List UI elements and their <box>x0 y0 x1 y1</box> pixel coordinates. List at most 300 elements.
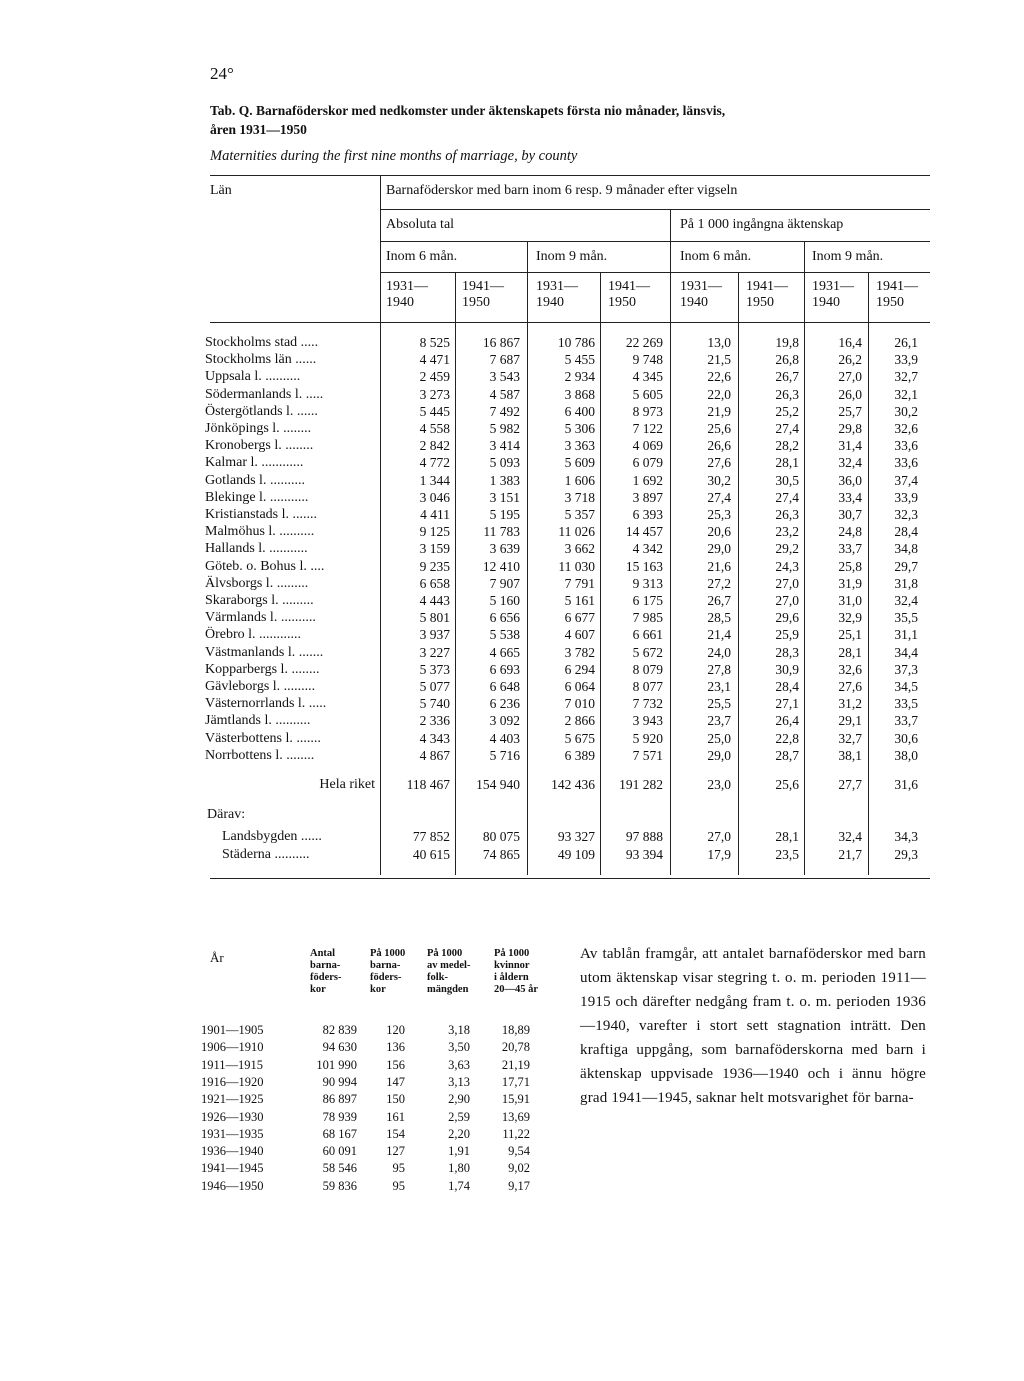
small-row-value: 147 <box>386 1074 405 1089</box>
county-row-value: 3 159 <box>419 541 450 557</box>
small-row-period: 1946—1950 <box>201 1178 264 1193</box>
small-row-value: 1,80 <box>448 1161 470 1176</box>
county-row-value: 29,7 <box>894 558 918 574</box>
county-row-value: 6 648 <box>489 679 520 694</box>
county-row-value: 29,1 <box>838 713 862 729</box>
county-row-value: 4 069 <box>632 438 663 454</box>
county-row-value: 31,2 <box>838 696 862 712</box>
county-row-value: 33,9 <box>894 352 918 368</box>
county-row-label: Jönköpings l. ........ <box>205 421 312 436</box>
col-divider <box>868 272 869 875</box>
small-header-c3: mängden <box>427 984 469 995</box>
small-header-c4: i åldern <box>494 972 529 983</box>
county-row-value: 30,9 <box>775 661 799 677</box>
small-header-c2: föders- <box>370 972 402 983</box>
county-row-value: 6 294 <box>564 661 595 677</box>
county-row-value: 15 163 <box>625 558 663 574</box>
county-row-value: 31,4 <box>838 438 862 454</box>
year-header: 1941— 1950 <box>876 279 918 310</box>
county-row-value: 3 639 <box>489 541 520 557</box>
county-row-value: 22,6 <box>707 369 731 385</box>
sub-row-value: 49 109 <box>557 847 595 862</box>
county-row-label: Uppsala l. .......... <box>205 369 301 385</box>
county-row-label: Kristianstads l. ....... <box>205 507 317 522</box>
county-row-value: 6 175 <box>632 593 663 608</box>
county-row-label: Kopparbergs l. ........ <box>205 661 320 677</box>
county-row-value: 6 677 <box>564 610 595 626</box>
county-row-value: 3 092 <box>489 713 520 729</box>
county-row-value: 25,5 <box>707 696 731 712</box>
county-row-value: 37,4 <box>894 472 918 488</box>
county-row-value: 25,8 <box>838 558 862 574</box>
table-title-years: åren 1931—1950 <box>210 122 307 137</box>
county-row-label: Skaraborgs l. ......... <box>205 593 314 608</box>
small-row-value: 3,18 <box>448 1023 470 1037</box>
header-inom6-rate: Inom 6 mån. <box>680 249 752 264</box>
small-header-c3: På 1000 <box>427 948 463 959</box>
county-row-value: 27,8 <box>707 661 731 677</box>
small-header-c1: kor <box>310 984 326 995</box>
county-row-value: 3 718 <box>564 489 595 505</box>
county-row-value: 4 443 <box>419 593 450 608</box>
county-row-value: 4 558 <box>419 421 450 436</box>
county-row-value: 5 716 <box>489 747 520 763</box>
small-header-c2: barna- <box>370 960 401 971</box>
total-row-value: 27,7 <box>838 777 862 792</box>
table-bottom-rule <box>210 878 930 879</box>
small-header-ar: År <box>210 950 224 965</box>
county-row-label: Västmanlands l. ....... <box>205 644 324 660</box>
year-header: 1931— 1940 <box>536 279 578 310</box>
header-absolute: Absoluta tal <box>386 217 455 232</box>
county-row-value: 11 783 <box>483 524 520 540</box>
year-header: 1941— 1950 <box>462 279 504 310</box>
county-row-value: 6 389 <box>564 747 595 763</box>
table-subtitle-english: Maternities during the first nine months of marriage, by county <box>210 148 578 164</box>
small-row-value: 78 939 <box>322 1109 357 1124</box>
county-row-value: 4 665 <box>489 644 520 660</box>
county-row-value: 26,7 <box>707 593 731 608</box>
small-row-value: 21,19 <box>501 1057 530 1072</box>
county-row-value: 33,6 <box>894 455 918 471</box>
county-row-value: 8 525 <box>419 335 450 350</box>
county-row-value: 11 030 <box>558 558 595 574</box>
small-row-value: 95 <box>392 1161 405 1176</box>
small-row-period: 1906—1910 <box>201 1040 264 1055</box>
small-row-value: 15,91 <box>501 1092 530 1107</box>
sub-row-value: 29,3 <box>894 847 918 862</box>
county-row-value: 27,4 <box>707 489 731 505</box>
county-row-value: 4 772 <box>419 455 450 471</box>
county-row-value: 24,3 <box>775 558 799 574</box>
body-paragraph: Av tablån framgår, att antalet barnaföderskor med barn utom äktenskap visar stegring t. o. m. perioden 1911—1915 och därefter nedgång fram t. o. m. perioden 1936—1940, varefter i stort sett stagnation inträtt. Den kraftiga uppgång, som barnaföderskorna med barn i äktenskap uppvisade 1936—1940 och i ännu högre grad 1941—1945, saknar helt motsvarighet för barna- <box>580 946 926 1106</box>
county-row-label: Stockholms län ...... <box>205 352 317 368</box>
county-row-value: 3 046 <box>419 489 450 505</box>
sub-row-value: 21,7 <box>838 847 862 862</box>
county-row-value: 2 336 <box>419 713 450 729</box>
small-row-value: 68 167 <box>322 1126 357 1141</box>
county-row-value: 10 786 <box>557 335 595 350</box>
county-row-value: 33,6 <box>894 438 918 454</box>
county-row-value: 4 411 <box>420 507 450 522</box>
small-header-c3: av medel- <box>427 960 471 971</box>
county-row-value: 23,1 <box>707 679 731 694</box>
county-row-value: 33,7 <box>838 541 862 557</box>
col-divider <box>455 272 456 875</box>
county-row-value: 6 236 <box>489 696 520 712</box>
county-row-value: 35,5 <box>894 610 918 626</box>
small-row-value: 11,22 <box>502 1126 530 1141</box>
county-row-value: 28,3 <box>775 644 799 660</box>
county-row-value: 2 459 <box>419 369 450 385</box>
small-row-value: 101 990 <box>316 1057 357 1072</box>
county-row-value: 14 457 <box>625 524 663 540</box>
county-row-value: 5 605 <box>632 386 663 402</box>
small-row-value: 82 839 <box>322 1023 357 1037</box>
county-row-value: 27,2 <box>707 575 731 591</box>
county-row-label: Gävleborgs l. ......... <box>205 679 316 694</box>
county-row-value: 21,5 <box>707 352 731 368</box>
county-row-value: 1 692 <box>632 472 663 488</box>
county-row-value: 3 414 <box>489 438 520 454</box>
sub-row-value: 93 327 <box>557 829 595 844</box>
county-row-value: 22,0 <box>707 386 731 402</box>
small-row-value: 95 <box>392 1178 405 1193</box>
county-row-value: 2 934 <box>564 369 595 385</box>
county-row-label: Gotlands l. .......... <box>205 472 305 488</box>
total-row-label: Hela riket <box>319 777 375 792</box>
county-row-value: 32,6 <box>838 661 862 677</box>
sub-row-value: 34,3 <box>894 829 918 844</box>
page-number: 24° <box>210 64 234 83</box>
county-row-value: 3 273 <box>419 386 450 402</box>
county-row-value: 33,9 <box>894 489 918 505</box>
county-row-label: Göteb. o. Bohus l. .... <box>205 558 325 574</box>
small-row-value: 9,17 <box>508 1178 530 1193</box>
header-inom9: Inom 9 mån. <box>536 249 608 264</box>
county-row-value: 2 842 <box>419 438 450 454</box>
county-row-value: 23,7 <box>707 713 731 729</box>
county-row-value: 28,5 <box>707 610 731 626</box>
county-row-value: 7 907 <box>489 575 520 591</box>
county-row-value: 25,3 <box>707 507 731 522</box>
darav-label: Därav: <box>207 807 246 822</box>
county-row-value: 6 656 <box>489 610 520 626</box>
county-row-value: 5 982 <box>489 421 520 436</box>
county-row-value: 27,4 <box>775 489 799 505</box>
county-row-value: 34,8 <box>894 541 918 557</box>
sub-row-value: 32,4 <box>838 829 862 844</box>
year-header: 1941— 1950 <box>746 279 788 310</box>
col-divider <box>804 241 805 875</box>
county-row-value: 25,1 <box>838 627 862 643</box>
header-rule-1 <box>380 209 930 210</box>
county-row-value: 5 801 <box>419 610 450 626</box>
county-row-value: 5 740 <box>419 696 450 712</box>
county-row-value: 9 125 <box>419 524 450 540</box>
header-inom6: Inom 6 mån. <box>386 249 458 264</box>
county-row-value: 25,7 <box>838 403 862 419</box>
col-divider <box>600 272 601 875</box>
total-row-value: 118 467 <box>406 777 450 792</box>
county-row-value: 8 079 <box>632 661 663 677</box>
county-row-value: 4 471 <box>419 352 450 368</box>
county-row-value: 3 868 <box>564 386 595 402</box>
sub-row-value: 27,0 <box>707 829 731 844</box>
county-row-value: 24,0 <box>707 644 731 660</box>
year-header: 1931— 1940 <box>680 279 722 310</box>
county-row-value: 12 410 <box>482 558 520 574</box>
year-header: 1931— 1940 <box>812 279 854 310</box>
county-row-value: 1 383 <box>489 472 520 488</box>
county-row-value: 30,5 <box>775 472 799 488</box>
county-row-value: 34,4 <box>894 644 918 660</box>
county-row-label: Västernorrlands l. ..... <box>205 696 327 712</box>
county-row-value: 25,6 <box>707 421 731 436</box>
county-row-value: 5 675 <box>564 730 595 746</box>
county-row-value: 4 867 <box>419 747 450 763</box>
county-row-value: 26,7 <box>775 369 799 385</box>
county-row-label: Älvsborgs l. ......... <box>205 575 309 591</box>
county-row-value: 32,9 <box>838 610 862 626</box>
sub-row-value: 28,1 <box>775 829 799 844</box>
county-row-label: Stockholms stad ..... <box>205 335 319 350</box>
county-row-value: 1 344 <box>419 472 450 488</box>
county-row-value: 32,7 <box>894 369 918 385</box>
header-rule-2 <box>380 241 930 242</box>
county-row-value: 6 693 <box>489 661 520 677</box>
county-row-value: 38,1 <box>838 747 862 763</box>
county-row-value: 26,3 <box>775 386 799 402</box>
county-row-value: 20,6 <box>707 524 731 540</box>
county-row-value: 32,4 <box>838 455 862 471</box>
total-row-value: 154 940 <box>476 777 520 792</box>
county-row-value: 28,4 <box>894 524 918 540</box>
county-row-value: 7 791 <box>564 575 595 591</box>
col-divider <box>738 272 739 875</box>
small-row-period: 1936—1940 <box>201 1144 264 1159</box>
county-row-value: 22 269 <box>625 335 663 350</box>
small-row-value: 127 <box>386 1144 405 1159</box>
county-row-value: 5 455 <box>564 352 595 368</box>
small-row-value: 154 <box>386 1126 405 1141</box>
small-row-value: 17,71 <box>501 1074 530 1089</box>
county-row-value: 7 985 <box>632 610 663 626</box>
county-row-value: 4 345 <box>632 369 663 385</box>
header-main: Barnaföderskor med barn inom 6 resp. 9 månader efter vigseln <box>386 183 738 198</box>
small-row-value: 60 091 <box>322 1144 357 1159</box>
year-header: 1941— 1950 <box>608 279 650 310</box>
county-row-value: 7 571 <box>632 747 663 763</box>
small-header-c1: Antal <box>310 948 336 959</box>
county-row-value: 24,8 <box>838 524 862 540</box>
small-row-period: 1931—1935 <box>201 1126 264 1141</box>
table-top-rule <box>210 175 930 176</box>
county-row-value: 32,3 <box>894 507 918 522</box>
county-row-value: 5 609 <box>564 455 595 471</box>
county-row-value: 27,6 <box>838 679 862 694</box>
small-header-c4: 20—45 år <box>494 984 539 995</box>
small-row-value: 2,59 <box>448 1109 470 1124</box>
county-row-value: 32,7 <box>838 730 862 746</box>
total-row-value: 31,6 <box>894 777 918 792</box>
county-row-value: 27,0 <box>775 575 799 591</box>
county-row-value: 5 373 <box>419 661 450 677</box>
county-row-value: 32,6 <box>894 421 918 436</box>
county-row-value: 5 160 <box>489 593 520 608</box>
county-row-value: 28,7 <box>775 747 799 763</box>
small-row-value: 3,13 <box>448 1074 470 1089</box>
small-row-value: 13,69 <box>501 1109 530 1124</box>
small-row-value: 59 836 <box>322 1178 357 1193</box>
small-row-value: 136 <box>386 1040 405 1055</box>
county-row-value: 38,0 <box>894 747 918 763</box>
county-row-value: 28,2 <box>775 438 799 454</box>
county-row-label: Kalmar l. ............ <box>205 455 304 471</box>
county-row-value: 16,4 <box>838 335 862 350</box>
county-row-value: 3 543 <box>489 369 520 385</box>
county-row-value: 27,1 <box>775 696 799 712</box>
col-divider <box>527 241 528 875</box>
county-row-value: 29,0 <box>707 541 731 557</box>
county-row-value: 3 937 <box>419 627 450 643</box>
county-row-value: 6 661 <box>632 627 663 643</box>
county-row-value: 3 662 <box>564 541 595 557</box>
county-row-value: 27,0 <box>775 593 799 608</box>
county-row-label: Malmöhus l. .......... <box>205 524 315 540</box>
county-row-value: 30,7 <box>838 507 862 522</box>
small-header-c1: föders- <box>310 972 342 983</box>
small-row-value: 120 <box>386 1023 405 1037</box>
small-header-c4: kvinnor <box>494 960 530 971</box>
county-row-value: 34,5 <box>894 679 918 694</box>
small-row-value: 2,90 <box>448 1092 470 1107</box>
county-row-value: 21,9 <box>707 403 731 419</box>
county-row-value: 30,2 <box>894 403 918 419</box>
county-row-value: 25,2 <box>775 403 799 419</box>
county-row-value: 4 587 <box>489 386 520 402</box>
county-row-value: 5 357 <box>564 507 595 522</box>
county-row-value: 3 227 <box>419 644 450 660</box>
county-row-value: 7 122 <box>632 421 663 436</box>
county-row-value: 11 026 <box>558 524 595 540</box>
county-row-label: Örebro l. ............ <box>205 627 302 643</box>
county-row-value: 21,4 <box>707 627 731 643</box>
county-row-value: 6 658 <box>419 575 450 591</box>
small-row-period: 1921—1925 <box>201 1092 264 1107</box>
county-row-value: 27,6 <box>707 455 731 471</box>
county-row-value: 5 445 <box>419 403 450 419</box>
county-row-value: 1 606 <box>564 472 595 488</box>
county-row-value: 29,6 <box>775 610 799 626</box>
county-row-value: 6 393 <box>632 507 663 522</box>
county-row-value: 5 672 <box>632 644 663 660</box>
total-row-value: 191 282 <box>619 777 663 792</box>
small-row-value: 2,20 <box>448 1126 470 1141</box>
county-row-value: 26,1 <box>894 335 918 350</box>
county-row-value: 5 077 <box>419 679 450 694</box>
small-row-period: 1941—1945 <box>201 1161 264 1176</box>
small-row-value: 9,54 <box>508 1144 530 1159</box>
county-row-value: 2 866 <box>564 713 595 729</box>
col-divider <box>380 175 381 875</box>
sub-row-value: 17,9 <box>707 847 731 862</box>
small-row-value: 90 994 <box>322 1074 357 1089</box>
county-row-value: 4 403 <box>489 730 520 746</box>
county-row-value: 5 195 <box>489 507 520 522</box>
county-row-value: 5 920 <box>632 730 663 746</box>
county-row-value: 26,0 <box>838 386 862 402</box>
total-row-value: 23,0 <box>707 777 731 792</box>
county-row-value: 8 077 <box>632 679 663 694</box>
small-row-value: 94 630 <box>322 1040 357 1055</box>
sub-row-value: 74 865 <box>482 847 520 862</box>
header-per1000: På 1 000 ingångna äktenskap <box>680 217 844 232</box>
small-row-value: 86 897 <box>322 1092 357 1107</box>
county-row-value: 5 161 <box>564 593 595 608</box>
county-row-value: 26,8 <box>775 352 799 368</box>
county-row-value: 25,0 <box>707 730 731 746</box>
county-row-value: 28,4 <box>775 679 799 694</box>
total-row-value: 142 436 <box>551 777 595 792</box>
year-header: 1931— 1940 <box>386 279 428 310</box>
county-row-label: Södermanlands l. ..... <box>205 386 324 402</box>
county-row-value: 4 343 <box>419 730 450 746</box>
county-row-value: 9 235 <box>419 558 450 574</box>
small-row-value: 1,91 <box>448 1144 470 1159</box>
small-row-value: 9,02 <box>508 1161 530 1176</box>
county-row-value: 31,0 <box>838 593 862 608</box>
header-lan: Län <box>210 183 232 198</box>
county-row-label: Kronobergs l. ........ <box>205 438 314 454</box>
sub-row-label: Städerna .......... <box>222 847 310 862</box>
county-row-value: 13,0 <box>707 335 731 350</box>
county-row-value: 30,2 <box>707 472 731 488</box>
county-row-value: 32,1 <box>894 386 918 402</box>
small-header-c2: På 1000 <box>370 948 406 959</box>
small-row-value: 1,74 <box>448 1178 470 1193</box>
county-row-value: 7 010 <box>564 696 595 712</box>
county-row-value: 27,0 <box>838 369 862 385</box>
sub-row-value: 23,5 <box>775 847 799 862</box>
col-divider <box>670 209 671 875</box>
sub-row-value: 93 394 <box>625 847 663 862</box>
county-row-value: 9 748 <box>632 352 663 368</box>
county-row-value: 26,3 <box>775 507 799 522</box>
header-rule-3 <box>380 272 930 273</box>
county-row-value: 25,9 <box>775 627 799 643</box>
sub-row-value: 40 615 <box>412 847 450 862</box>
county-row-value: 29,0 <box>707 747 731 763</box>
small-row-period: 1926—1930 <box>201 1109 264 1124</box>
county-row-value: 6 079 <box>632 455 663 471</box>
small-header-c1: barna- <box>310 960 341 971</box>
county-row-value: 3 782 <box>564 644 595 660</box>
county-row-value: 3 363 <box>564 438 595 454</box>
county-row-value: 4 607 <box>564 627 595 643</box>
county-row-value: 4 342 <box>632 541 663 557</box>
county-row-label: Östergötlands l. ...... <box>205 403 318 419</box>
small-row-value: 156 <box>386 1057 405 1072</box>
small-row-value: 161 <box>386 1109 405 1124</box>
county-row-label: Västerbottens l. ....... <box>205 730 321 746</box>
small-row-period: 1916—1920 <box>201 1074 264 1089</box>
small-row-value: 18,89 <box>501 1023 530 1037</box>
county-row-value: 5 093 <box>489 455 520 471</box>
small-header-c3: folk- <box>427 972 448 983</box>
small-row-value: 3,50 <box>448 1040 470 1055</box>
county-row-value: 29,2 <box>775 541 799 557</box>
